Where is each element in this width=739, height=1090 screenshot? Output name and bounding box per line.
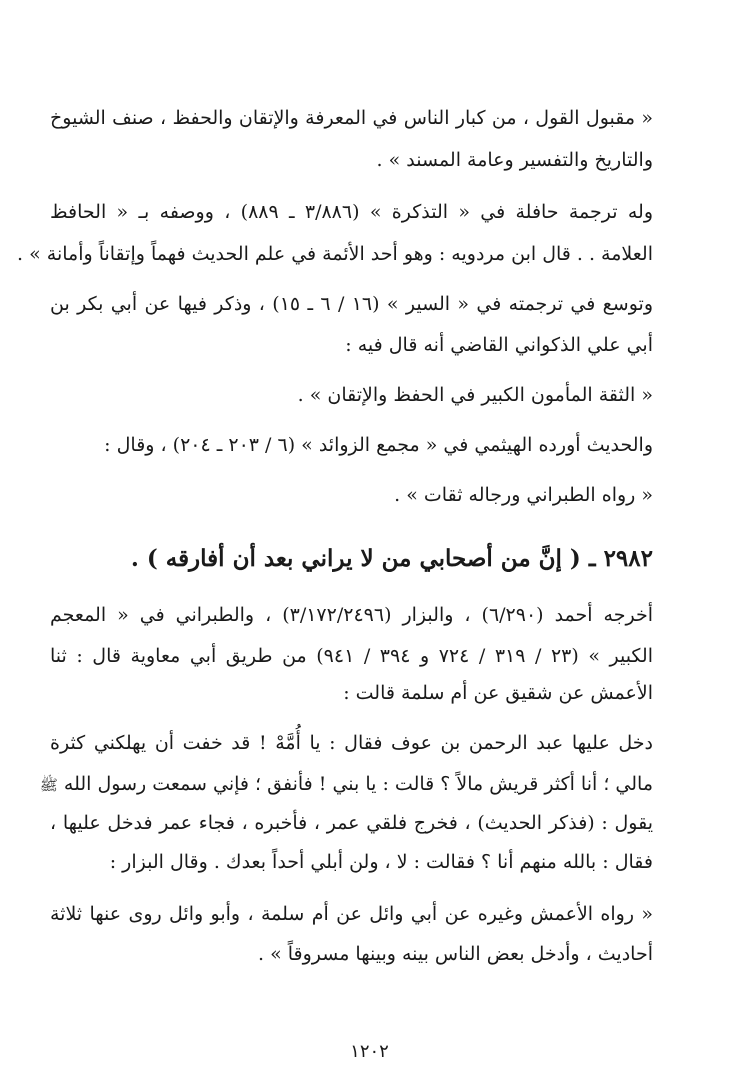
paragraph-1-line-2: والتاريخ والتفسير وعامة المسند » . — [376, 149, 653, 171]
story-line-2 — [39, 770, 653, 799]
quote-tabarani-thiqat: « رواه الطبراني ورجاله ثقات » . — [394, 484, 653, 506]
takhrij-line-3: الأعمش عن شقيق عن أم سلمة قالت : — [343, 682, 653, 704]
quote-thiqa-mamun: « الثقة المأمون الكبير في الحفظ والإتقان » . — [297, 384, 653, 406]
salawat-symbol: ﷺ — [39, 776, 58, 794]
bazzar-quote-line-1: « رواه الأعمش وغيره عن أبي وائل عن أم سلمة ، وأبو وائل روى عنها ثلاثة — [50, 903, 653, 925]
page-number: ١٢٠٢ — [350, 1041, 389, 1062]
paragraph-2-line-1: وله ترجمة حافلة في « التذكرة » (٣/٨٨٦ ـ ٨٨٩) ، ووصفه بـ « الحافظ — [50, 201, 653, 223]
paragraph-3-line-1: وتوسع في ترجمته في « السير » (١٦ / ٦ ـ ١٥) ، وذكر فيها عن أبي بكر بن — [50, 293, 653, 315]
story-line-4: فقال : بالله منهم أنا ؟ فقالت : لا ، ولن أبلي أحداً بعدك . وقال البزار : — [109, 851, 653, 873]
hadith-heading: ٢٩٨٢ ـ ( إنَّ من أصحابي من لا يراني بعد أن أفارقه ) . — [130, 545, 653, 572]
story-line-1: دخل عليها عبد الرحمن بن عوف فقال : يا أُمَّهْ ! قد خفت أن يهلكني كثرة — [50, 732, 653, 754]
bazzar-quote-line-2: أحاديث ، وأدخل بعض الناس بينه وبينها مسروقاً » . — [257, 943, 653, 965]
paragraph-2-line-2: العلامة . . قال ابن مردويه : وهو أحد الأئمة في علم الحديث فهماً وإتقاناً وأمانة » . — [17, 243, 653, 265]
haythami-reference: والحديث أورده الهيثمي في « مجمع الزوائد » (٦ / ٢٠٣ ـ ٢٠٤) ، وقال : — [104, 434, 653, 456]
story-line-2-text: مالي ؛ أنا أكثر قريش مالاً ؟ قالت : يا بني ! فأنفق ؛ فإني سمعت رسول الله — [63, 773, 653, 795]
story-line-3: يقول : (فذكر الحديث) ، فخرج فلقي عمر ، فأخبره ، فجاء عمر فدخل عليها ، — [50, 812, 653, 834]
paragraph-3-line-2: أبي علي الذكواني القاضي أنه قال فيه : — [345, 334, 653, 356]
takhrij-line-1: أخرجه أحمد (٦/٢٩٠) ، والبزار (٣/١٧٢/٢٤٩٦) ، والطبراني في « المعجم — [50, 604, 653, 626]
takhrij-line-2: الكبير » (٢٣ / ٣١٩ / ٧٢٤ و ٣٩٤ / ٩٤١) من طريق أبي معاوية قال : ثنا — [50, 645, 653, 667]
paragraph-1-line-1: « مقبول القول ، من كبار الناس في المعرفة والإتقان والحفظ ، صنف الشيوخ — [50, 107, 653, 129]
